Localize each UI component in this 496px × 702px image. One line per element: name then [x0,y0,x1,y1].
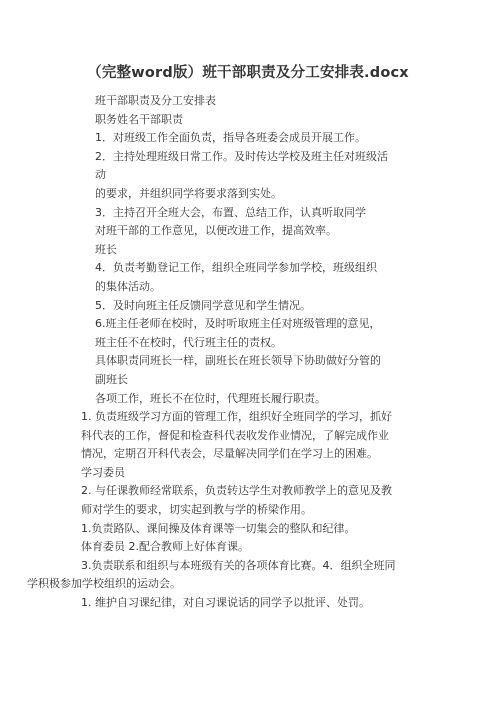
text-line: 的要求，并组织同学将要求落到实处。 [95,186,282,200]
text-line: 5．及时向班主任反馈同学意见和学生情况。 [95,298,311,312]
text-line: 1．对班级工作全面负责，指导各班委会成员开展工作。 [95,131,366,145]
text-line: 各项工作，班长不在位时，代理班长履行职责。 [95,391,326,405]
text-line: 具体职责同班长一样，副班长在班长领导下协助做好分管的 [95,354,381,368]
text-line: 情况，定期召开科代表会，尽量解决同学们在学习上的困难。 [81,447,378,461]
text-line: 1.负责路队、课间操及体育课等一切集会的整队和纪律。 [81,521,356,535]
document-body [27,92,476,613]
document-title: （完整word版）班干部职责及分工安排表.docx [87,65,409,81]
text-line: 的集体活动。 [95,279,161,293]
text-line: 学习委员 [81,465,125,479]
text-line: 2. 与任课教师经常联系，负责转达学生对教师教学上的意见及教 [81,484,392,498]
text-line: 体育委员 2.配合教师上好体育课。 [81,540,249,554]
text-line: 1. 负责班级学习方面的管理工作，组织好全班同学的学习，抓好 [81,410,392,424]
text-line: 动 [95,168,106,182]
text-line: 2．主持处理班级日常工作。及时传达学校及班主任对班级活 [95,149,388,163]
text-line: 3．主持召开全班大会，布置、总结工作，认真听取同学 [95,205,366,219]
text-line: 职务姓名干部职责 [95,112,183,126]
text-line: 4．负责考勤登记工作，组织全班同学参加学校，班级组织 [95,261,377,275]
text-line: 班干部职责及分工安排表 [95,94,216,107]
text-line: 班主任不在校时，代行班主任的责权。 [95,335,282,349]
text-line: 6.班主任老师在校时，及时听取班主任对班级管理的意见， [95,317,381,331]
text-line: 副班长 [95,372,128,386]
text-line: 科代表的工作，督促和检查科代表收发作业情况，了解完成作业 [81,428,389,442]
text-line: 对班干部的工作意见，以便改进工作，提高效率。 [95,224,337,238]
text-line: 班长 [95,242,117,256]
text-line: 1. 维护自习课纪律，对自习课说话的同学予以批评、处罚。 [81,596,370,610]
text-line: 3.负责联系和组织与本班级有关的各项体育比赛。4．组织全班同 [81,558,396,572]
text-line: 学积极参加学校组织的运动会。 [27,577,181,591]
text-line: 师对学生的要求，切实起到教与学的桥梁作用。 [81,503,312,517]
